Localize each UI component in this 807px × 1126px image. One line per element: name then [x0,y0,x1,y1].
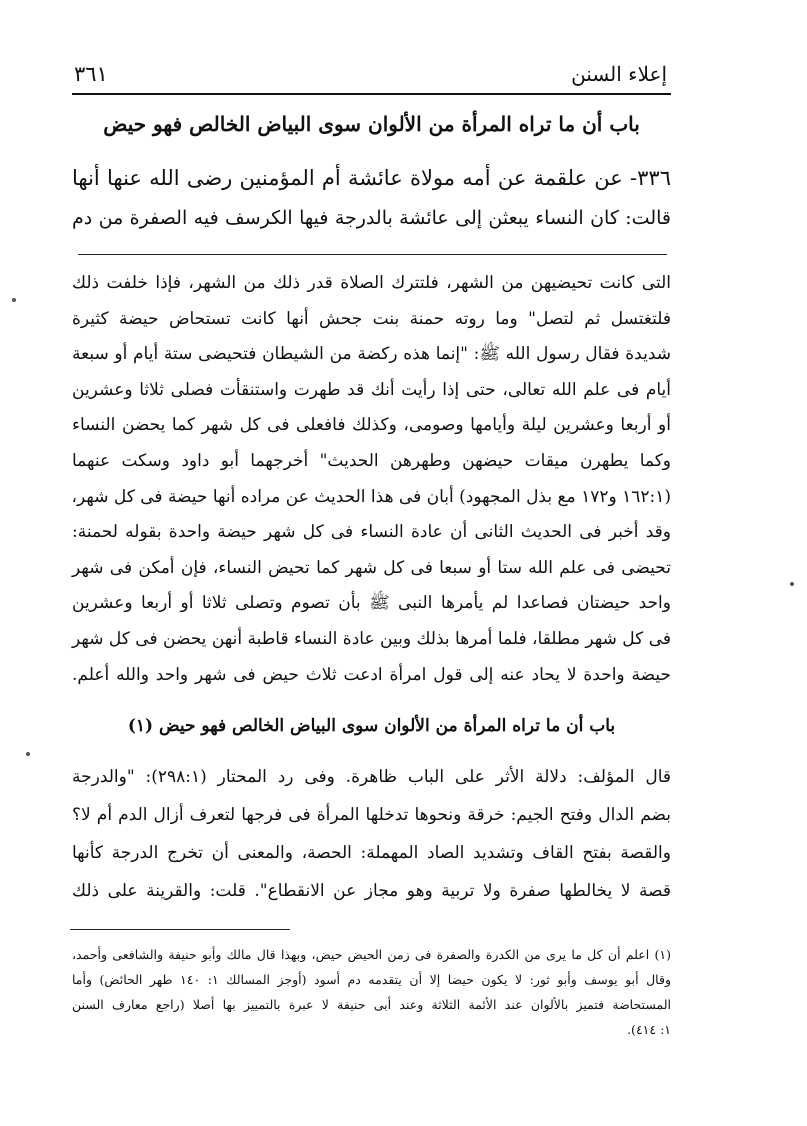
commentary-line: فى كل شهر مطلقا، فلما أمرها بذلك وبين عادة النساء قاطبة أنهن يحضن فى كل شهر [72,628,671,649]
scan-speck [26,752,30,756]
footnote-line: المستحاضة فتميز بالألوان عند الأئمة الثلاثة وعند أبى حنيفة لا عبرة بالتمييز بها أصلا (راجع معارف السنن [72,997,671,1012]
hadith-line: قالت: كان النساء يبعثن إلى عائشة بالدرجة فيها الكرسف فيه الصفرة من دم [72,207,671,229]
running-header [74,52,667,86]
commentary-line: وكما يطهرن ميقات حيضهن وطهرهن الحديث" أخرجهما أبو داود وسكت عنهما [72,450,671,471]
commentary-line: وقد أخبر فى الحديث الثانى أن عادة النساء فى كل شهر حيضة واحدة بقوله لحمنة: [72,522,671,543]
footnotes [72,942,671,1042]
hadith-text [72,158,671,238]
scan-speck [12,298,16,302]
footnote-line: (١) اعلم أن كل ما يرى من الكدرة والصفرة فى زمن الحيض حيض، وبهذا قال مالك وأبو حنيفة والشافعى وأحمد، [72,947,671,962]
chapter-heading: باب أن ما تراه المرأة من الألوان سوى البياض الخالص فهو حيض [103,112,640,136]
sub-heading: باب أن ما تراه المرأة من الألوان سوى البياض الخالص فهو حيض (١) [127,716,616,736]
author-note [72,758,671,910]
commentary-line: تحيضى فى علم الله ستا أو سبعا فى كل شهر كما تحيض النساء، فإن أمكن فى شهر [72,557,671,578]
page-number: ٣٦١ [74,62,108,86]
commentary-line: أيام فى علم الله تعالى، حتى إذا رأيت أنك قد طهرت واستنقأت فصلى ثلاثا وعشرين [72,379,671,400]
commentary-line: واحد حيضتان فصاعدا لم يأمرها النبى ﷺ بأن تصوم وتصلى ثلاثا أو أربعا وعشرين [72,593,671,614]
header-rule [72,93,671,95]
author-line: قال المؤلف: دلالة الأثر على الباب ظاهرة. وفى رد المحتار (٢٩٨:١): "والدرجة [72,767,671,787]
author-line: قصة لا يخالطها صفرة ولا تربية وهو مجاز عن الانقطاع". قلت: والقرينة على ذلك [72,881,671,901]
commentary-line: أو أربعا وعشرين ليلة وأيامها وصومى، وكذلك فافعلى فى كل شهر كما يحضن النساء [72,415,671,436]
author-line: بضم الدال وفتح الجيم: خرقة ونحوها تدخلها المرأة فى فرجها لتعرف أزال الدم أم لا؟ [72,805,671,825]
commentary-line: فلتغتسل ثم لتصل" وما روته حمنة بنت جحش أنها كانت تستحاض حيضة كثيرة [72,308,671,329]
hadith-line: ٣٣٦- عن علقمة عن أمه مولاة عائشة أم المؤمنين رضى الله عنها أنها [72,166,671,190]
commentary-line: (١٦٢:١ و١٧٢ مع بذل المجهود) أبان فى هذا الحديث عن مراده أنها حيضة فى كل شهر، [71,486,671,507]
commentary-line: حيضة واحدة لا يحاد عنه إلى قول امرأة ادعت ثلاث حيض فى شهر واحد والله أعلم. [72,664,671,685]
commentary-line: شديدة فقال رسول الله ﷺ: "إنما هذه ركضة من الشيطان فتحيضى ستة أيام أو سبعة [72,344,671,365]
book-title: إعلاء السنن [571,62,667,86]
commentary-line: التى كانت تحيضيهن من الشهر، فلتترك الصلاة قدر ذلك من الشهر، فإذا خلفت ذلك [72,273,671,293]
footnote-rule [70,929,290,930]
commentary-text [72,266,671,693]
scan-speck [790,582,794,586]
section-rule [78,254,667,255]
author-line: والقصة بفتح القاف وتشديد الصاد المهملة: الحصة، والمعنى أن تخرج الدرجة كأنها [72,843,671,863]
footnote-line: وقال أبو يوسف وأبو ثور: لا يكون حيضا إلا أن يتقدمه دم أسود (أوجز المسالك ١: ١٤٠ طهر الحائض) وأما [72,972,672,987]
footnote-line: ١: ٤١٤). [627,1022,671,1037]
